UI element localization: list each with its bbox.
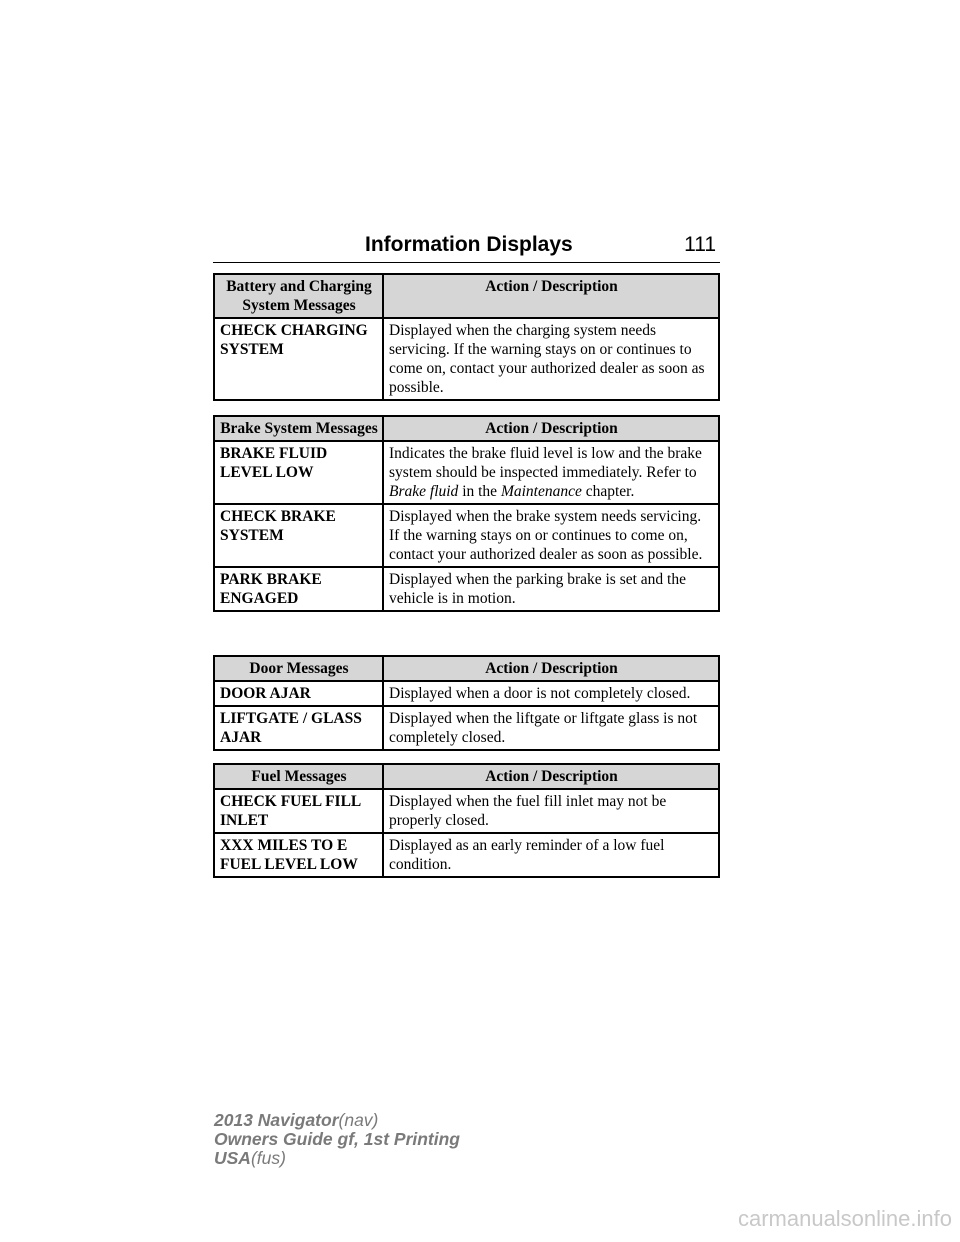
table-row <box>214 318 719 400</box>
table-row <box>214 441 719 504</box>
message-name: DOOR AJAR <box>214 681 383 706</box>
message-name: CHECK BRAKE SYSTEM <box>214 504 383 567</box>
column-header-action: Action / Description <box>383 764 719 789</box>
column-header-action: Action / Description <box>383 274 719 318</box>
message-name: CHECK FUEL FILL INLET <box>214 789 383 833</box>
message-description: Displayed when the fuel fill inlet may not be properly closed. <box>383 789 719 833</box>
battery-messages-table <box>213 273 720 401</box>
table-header-row <box>214 764 719 789</box>
brake-messages-table <box>213 415 720 612</box>
column-header-action: Action / Description <box>383 656 719 681</box>
cross-reference: Maintenance <box>500 483 582 500</box>
column-header-messages: Brake System Messages <box>214 416 383 441</box>
message-description: Displayed when a door is not completely closed. <box>383 681 719 706</box>
table-row <box>214 789 719 833</box>
message-name: XXX MILES TO E FUEL LEVEL LOW <box>214 833 383 877</box>
document-footer <box>214 1111 460 1168</box>
message-name: LIFTGATE / GLASS AJAR <box>214 706 383 750</box>
table-row <box>214 504 719 567</box>
column-header-messages: Door Messages <box>214 656 383 681</box>
message-description: Displayed when the brake system needs servicing. If the warning stays on or continues to come on, contact your authorized dealer as soon as possible. <box>383 504 719 567</box>
message-description: Displayed when the parking brake is set and the vehicle is in motion. <box>383 567 719 611</box>
page-header <box>213 230 720 263</box>
table-header-row <box>214 416 719 441</box>
fuel-messages-table <box>213 763 720 878</box>
message-description: Indicates the brake fluid level is low and the brake system should be inspected immediately. Refer to Brake fluid in the Maintenance chapter. <box>383 441 719 504</box>
message-description: Displayed as an early reminder of a low fuel condition. <box>383 833 719 877</box>
page-number: 111 <box>684 233 716 256</box>
table-row <box>214 706 719 750</box>
cross-reference: Brake fluid <box>389 483 459 500</box>
table-row <box>214 681 719 706</box>
column-header-messages: Fuel Messages <box>214 764 383 789</box>
message-name: PARK BRAKE ENGAGED <box>214 567 383 611</box>
footer-line-3: USA(fus) <box>214 1148 286 1168</box>
table-row <box>214 567 719 611</box>
door-messages-table <box>213 655 720 751</box>
watermark: carmanualsonline.info <box>737 1206 952 1231</box>
table-header-row <box>214 274 719 318</box>
column-header-action: Action / Description <box>383 416 719 441</box>
message-name: BRAKE FLUID LEVEL LOW <box>214 441 383 504</box>
message-description: Displayed when the liftgate or liftgate glass is not completely closed. <box>383 706 719 750</box>
footer-line-2: Owners Guide gf, 1st Printing <box>214 1129 460 1149</box>
message-description: Displayed when the charging system needs servicing. If the warning stays on or continues to come on, contact your authorized dealer as soon as possible. <box>383 318 719 400</box>
table-row <box>214 833 719 877</box>
table-header-row <box>214 656 719 681</box>
message-name: CHECK CHARGING SYSTEM <box>214 318 383 400</box>
column-header-messages: Battery and Charging System Messages <box>214 274 383 318</box>
section-title: Information Displays <box>365 233 573 256</box>
footer-line-1: 2013 Navigator(nav) <box>214 1110 379 1130</box>
